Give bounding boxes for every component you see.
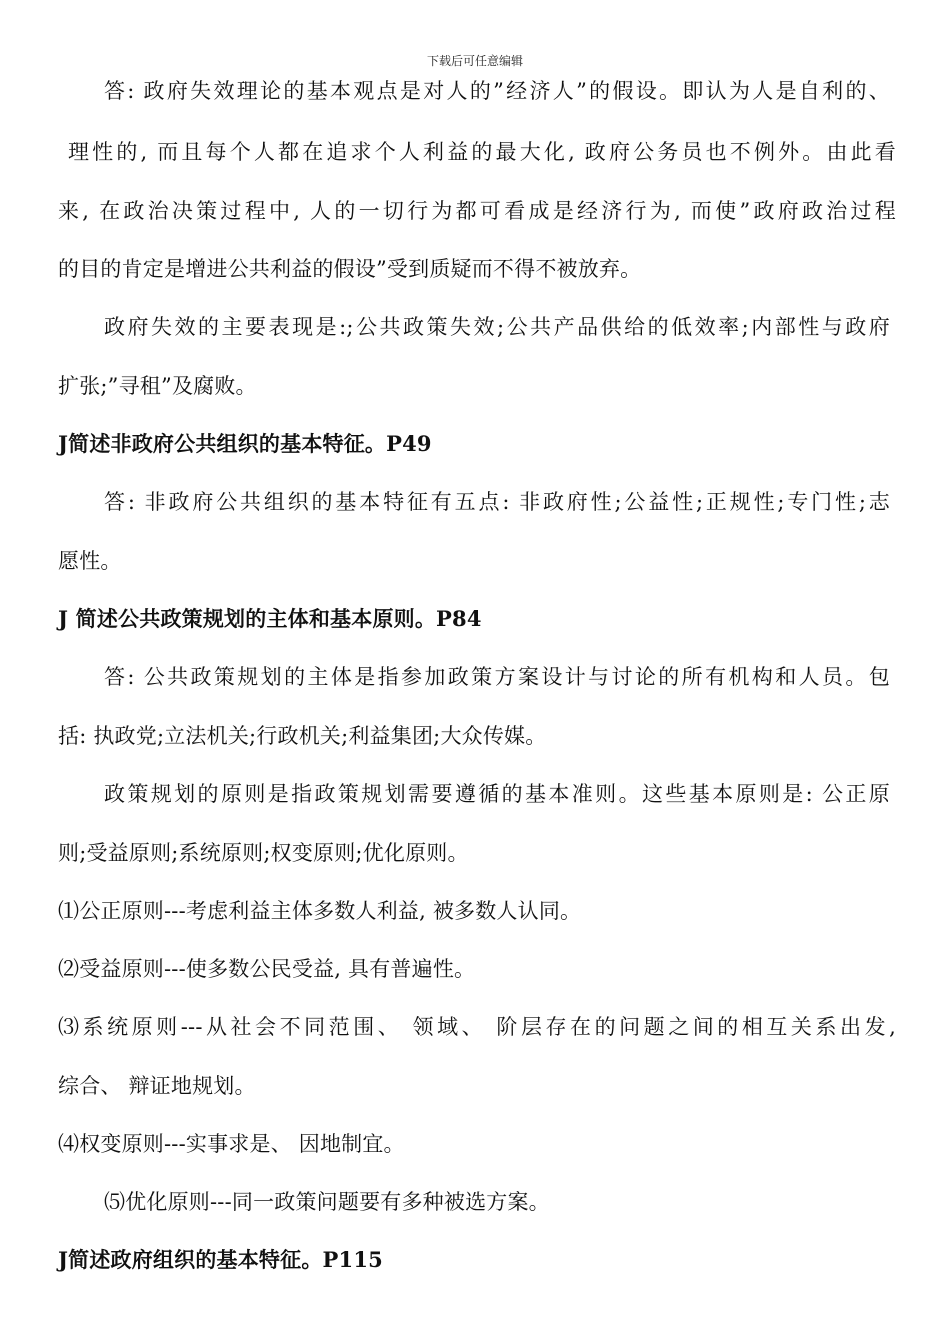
- paragraph-line: 来, 在政治决策过程中, 人的一切行为都可看成是经济行为, 而使”政府政治过程: [58, 199, 896, 223]
- paragraph-line: 答: 政府失效理论的基本观点是对人的”经济人”的假设。即认为人是自利的、: [104, 79, 890, 103]
- header-note: 下载后可任意编辑: [426, 54, 523, 68]
- paragraph-line: 括: 执政党;立法机关;行政机关;利益集团;大众传媒。: [58, 724, 547, 748]
- section-heading: J简述非政府公共组织的基本特征。P49: [58, 431, 432, 456]
- list-item: ⑵受益原则---使多数公民受益, 具有普遍性。: [58, 957, 476, 981]
- list-item: ⑷权变原则---实事求是、 因地制宜。: [58, 1132, 405, 1156]
- list-item: ⑶系统原则---从社会不同范围、 领域、 阶层存在的问题之间的相互关系出发,: [58, 1015, 896, 1039]
- list-item-continuation: 综合、 辩证地规划。: [58, 1074, 256, 1098]
- paragraph-line: 答: 公共政策规划的主体是指参加政策方案设计与讨论的所有机构和人员。包: [104, 665, 890, 689]
- paragraph-line: 愿性。: [58, 549, 122, 573]
- list-item: ⑸优化原则---同一政策问题要有多种被选方案。: [104, 1190, 550, 1214]
- paragraph-line: 的目的肯定是增进公共利益的假设”受到质疑而不得不被放弃。: [58, 257, 642, 281]
- paragraph-line: 答: 非政府公共组织的基本特征有五点: 非政府性;公益性;正规性;专门性;志: [104, 490, 890, 514]
- paragraph-line: 则;受益原则;系统原则;权变原则;优化原则。: [58, 841, 469, 865]
- section-heading: J 简述公共政策规划的主体和基本原则。P84: [58, 606, 482, 631]
- list-item: ⑴公正原则---考虑利益主体多数人利益, 被多数人认同。: [58, 899, 582, 923]
- paragraph-line: 扩张;”寻租”及腐败。: [58, 374, 257, 398]
- paragraph-line: 政策规划的原则是指政策规划需要遵循的基本准则。这些基本原则是: 公正原: [104, 782, 890, 806]
- paragraph-line: 理性的, 而且每个人都在追求个人利益的最大化, 政府公务员也不例外。由此看: [68, 140, 896, 164]
- paragraph-line: 政府失效的主要表现是:;公共政策失效;公共产品供给的低效率;内部性与政府: [104, 315, 890, 339]
- section-heading: J简述政府组织的基本特征。P115: [58, 1247, 383, 1272]
